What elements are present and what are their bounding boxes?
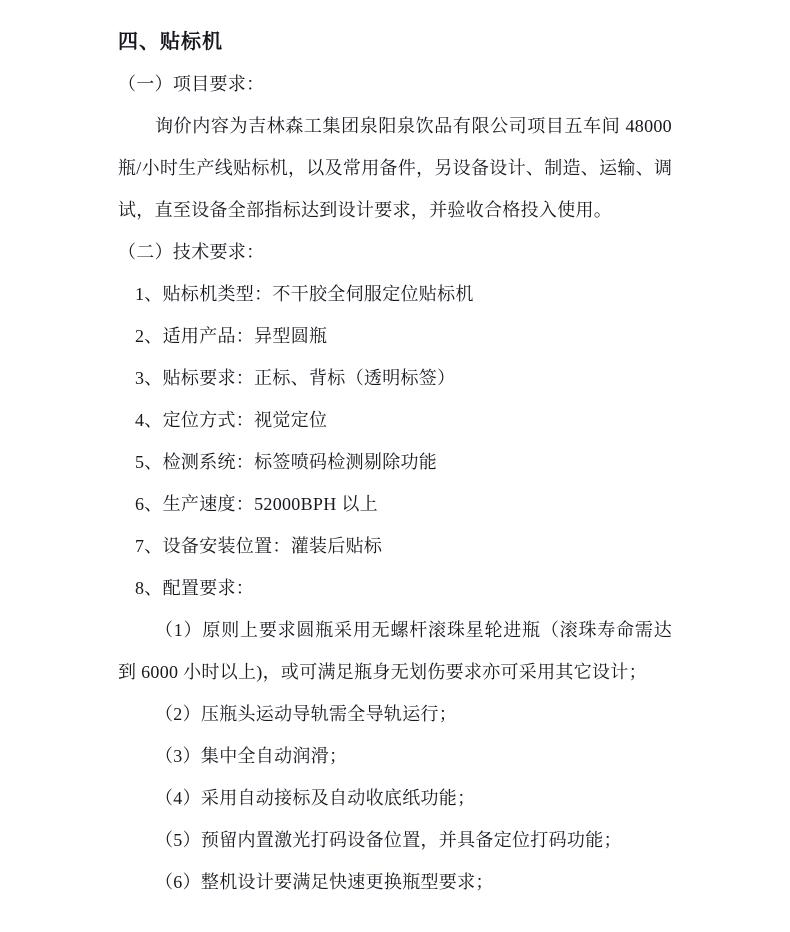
section-2-heading: （二）技术要求： xyxy=(118,242,265,262)
spec-item-1: 1、贴标机类型：不干胶全伺服定位贴标机 xyxy=(135,284,474,304)
spec-item-3: 3、贴标要求：正标、背标（透明标签） xyxy=(135,368,456,388)
config-requirement-line: 到 6000 小时以上)，或可满足瓶身无划伤要求亦可采用其它设计； xyxy=(118,662,647,682)
config-requirement-line: （3）集中全自动润滑； xyxy=(155,746,348,766)
config-requirement-line: （1）原则上要求圆瓶采用无螺杆滚珠星轮进瓶（滚珠寿命需达 xyxy=(155,620,672,640)
spec-item-8: 8、配置要求： xyxy=(135,578,255,598)
paragraph-line: 试，直至设备全部指标达到设计要求，并验收合格投入使用。 xyxy=(118,200,613,220)
document-title: 四、贴标机 xyxy=(118,31,223,53)
section-1-heading: （一）项目要求： xyxy=(118,74,265,94)
spec-item-2: 2、适用产品：异型圆瓶 xyxy=(135,326,328,346)
paragraph-line: 瓶/小时生产线贴标机，以及常用备件，另设备设计、制造、运输、调 xyxy=(118,158,673,178)
config-requirement-line: （6）整机设计要满足快速更换瓶型要求； xyxy=(155,872,494,892)
config-requirement-line: （4）采用自动接标及自动收底纸功能； xyxy=(155,788,476,808)
config-requirement-line: （2）压瓶头运动导轨需全导轨运行； xyxy=(155,704,458,724)
spec-item-6: 6、生产速度：52000BPH 以上 xyxy=(135,494,378,514)
paragraph-line: 询价内容为吉林森工集团泉阳泉饮品有限公司项目五车间 48000 xyxy=(155,116,672,136)
spec-item-7: 7、设备安装位置：灌装后贴标 xyxy=(135,536,383,556)
spec-item-5: 5、检测系统：标签喷码检测剔除功能 xyxy=(135,452,438,472)
spec-item-4: 4、定位方式：视觉定位 xyxy=(135,410,328,430)
config-requirement-line: （5）预留内置激光打码设备位置，并具备定位打码功能； xyxy=(155,830,622,850)
